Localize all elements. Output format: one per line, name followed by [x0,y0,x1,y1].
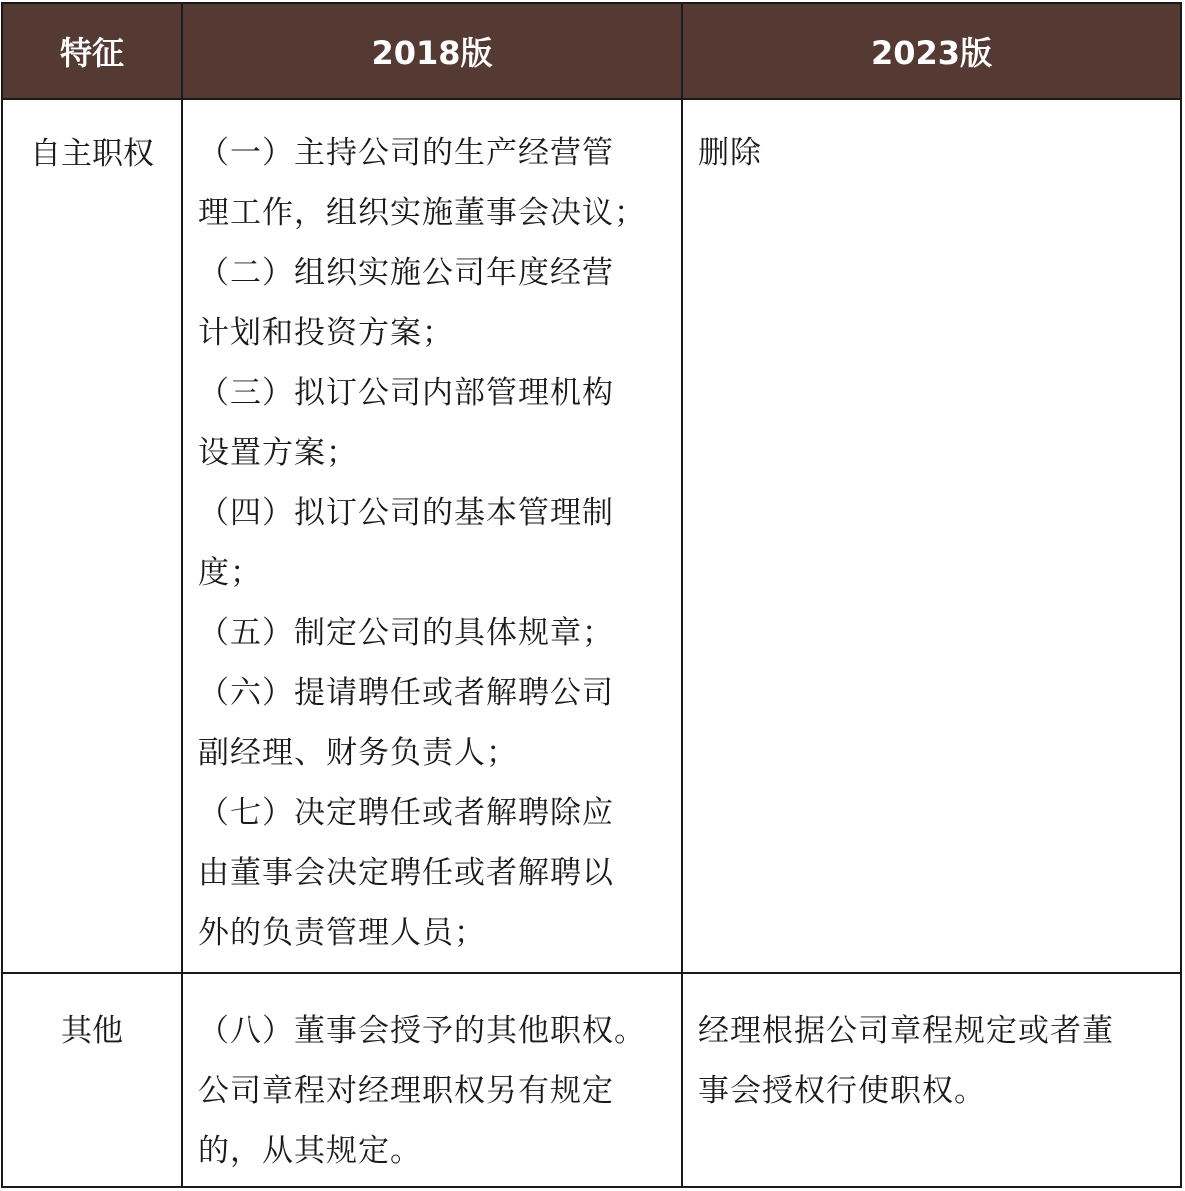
list-item: （一）主持公司的生产经营管 [198,135,614,171]
list-item: （四）拟订公司的基本管理制 [198,495,614,531]
v2023-cell [683,100,1180,972]
list-item: （六）提请聘任或者解聘公司 [198,675,614,711]
v2023-cell [683,974,1180,1186]
list-item: 的，从其规定。 [198,1133,422,1169]
list-item: 度； [198,555,262,591]
table-header-row [3,4,1180,100]
list-item: （八）董事会授予的其他职权。 [198,1013,646,1049]
list-item: 副经理、财务负责人； [198,735,518,771]
list-item: 事会授权行使职权。 [698,1073,986,1109]
header-2018: 2018版 [183,4,683,98]
table-row [3,100,1180,974]
v2023-text: 删除 [698,135,762,171]
list-item: （七）决定聘任或者解聘除应 [198,795,614,831]
list-item: 外的负责管理人员； [198,915,486,951]
list-item: （二）组织实施公司年度经营 [198,255,614,291]
list-item: 设置方案； [198,435,358,471]
v2018-cell [183,974,683,1186]
list-item: 理工作，组织实施董事会决议； [198,195,646,231]
header-feature: 特征 [3,4,183,98]
feature-cell: 其他 [3,974,183,1186]
table-row [3,974,1180,1186]
list-item: 计划和投资方案； [198,315,454,351]
v2018-cell [183,100,683,972]
comparison-table [1,2,1182,1188]
list-item: 公司章程对经理职权另有规定 [198,1073,614,1109]
feature-cell: 自主职权 [3,100,183,972]
list-item: 经理根据公司章程规定或者董 [698,1013,1114,1049]
list-item: （三）拟订公司内部管理机构 [198,375,614,411]
list-item: 由董事会决定聘任或者解聘以 [198,855,614,891]
list-item: （五）制定公司的具体规章； [198,615,614,651]
header-2023: 2023版 [870,34,993,72]
